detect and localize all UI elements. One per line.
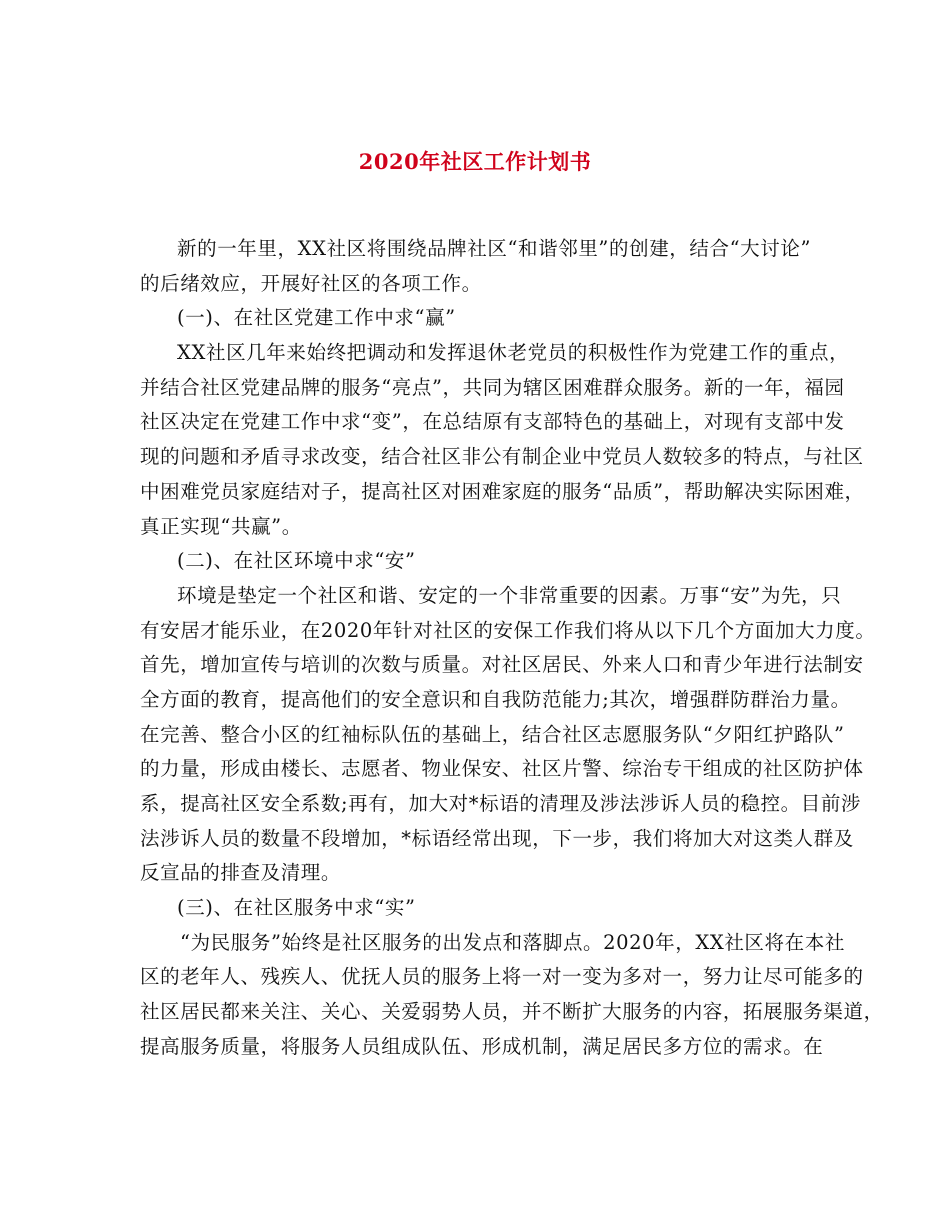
document-body: [140, 232, 884, 1065]
text-line: 系，提高社区安全系数;再有，加大对*标语的清理及涉法涉诉人员的稳控。目前涉: [140, 792, 862, 815]
text-line: 有安居才能乐业，在2020年针对社区的安保工作我们将从以下几个方面加大力度。: [140, 618, 876, 642]
text-line: 环境是垫定一个社区和谐、安定的一个非常重要的因素。万事“安”为先，只: [177, 583, 842, 607]
text-line: 社区决定在党建工作中求“变”，在总结原有支部特色的基础上，对现有支部中发: [140, 410, 845, 434]
text-line: 新的一年里，XX社区将围绕品牌社区“和谐邻里”的创建，结合“大讨论”: [177, 237, 812, 260]
text-line: 全方面的教育，提高他们的安全意识和自我防范能力;其次，增强群防群治力量。: [140, 687, 851, 711]
section-heading-3: (三)、在社区服务中求“实”: [177, 896, 416, 920]
document-title: 2020年社区工作计划书: [358, 149, 592, 174]
text-line: 现的问题和矛盾寻求改变，结合社区非公有制企业中党员人数较多的特点，与社区: [140, 445, 864, 469]
text-line: 区的老年人、残疾人、优抚人员的服务上将一对一变为多对一，努力让尽可能多的: [140, 965, 864, 989]
section-heading-1: (一)、在社区党建工作中求“赢”: [177, 306, 456, 330]
text-line: 中困难党员家庭结对子，提高社区对困难家庭的服务“品质”，帮助解决实际困难，: [140, 479, 865, 503]
paragraph-intro: [140, 232, 840, 301]
section-heading-2: (二)、在社区环境中求“安”: [177, 549, 416, 573]
paragraph-service: [140, 926, 884, 1065]
text-line: 提高服务质量，将服务人员组成队伍、形成机制，满足居民多方位的需求。在: [140, 1034, 824, 1058]
text-line: 的力量，形成由楼长、志愿者、物业保安、社区片警、综治专干组成的社区防护体: [140, 757, 864, 781]
text-line: 并结合社区党建品牌的服务“亮点”，共同为辖区困难群众服务。新的一年，福园: [140, 375, 845, 399]
paragraph-party-building: [140, 336, 865, 544]
text-line: “为民服务”始终是社区服务的出发点和落脚点。2020年，XX社区将在本社: [180, 930, 845, 954]
text-line: 的后绪效应，开展好社区的各项工作。: [140, 271, 482, 295]
text-line: XX社区几年来始终把调动和发挥退休老党员的积极性作为党建工作的重点，: [177, 341, 850, 365]
text-line: 在完善、整合小区的红袖标队伍的基础上，结合社区志愿服务队“夕阳红护路队”: [140, 722, 845, 746]
text-line: 真正实现“共赢”。: [140, 514, 302, 538]
text-line: 社区居民都来关注、关心、关爱弱势人员，并不断扩大服务的内容，拓展服务渠道，: [140, 1000, 884, 1024]
text-line: 首先，增加宣传与培训的次数与质量。对社区居民、外来人口和青少年进行法制安: [140, 653, 864, 677]
text-line: 反宣品的排查及清理。: [140, 861, 342, 885]
paragraph-environment: [140, 579, 876, 891]
text-line: 法涉诉人员的数量不段增加，*标语经常出现，下一步，我们将加大对这类人群及: [140, 826, 854, 850]
